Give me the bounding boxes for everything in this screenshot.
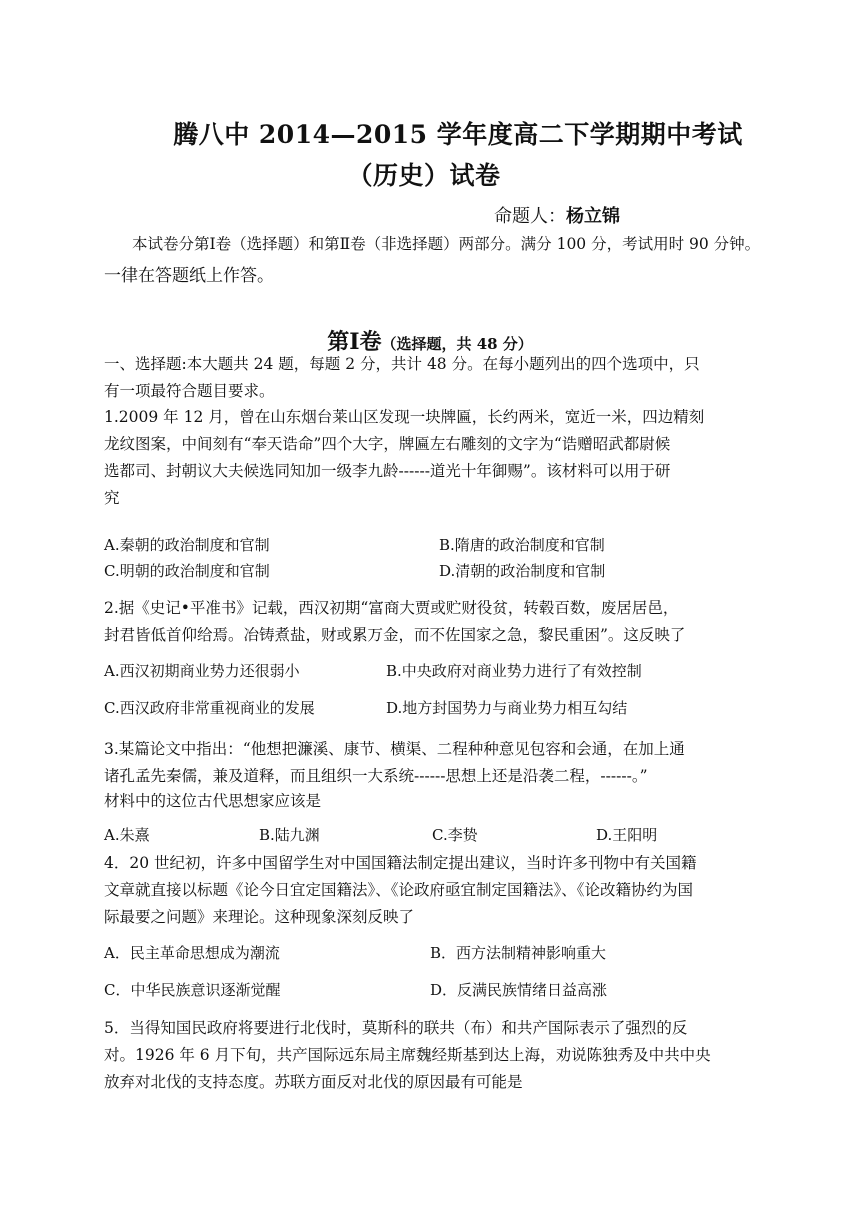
question-5-line-1: 5．当得知国民政府将要进行北伐时，莫斯科的联共（布）和共产国际表示了强烈的反 — [104, 1019, 688, 1037]
question-2-line-1: 2.据《史记•平准书》记载，西汉初期“富商大贾或贮财役贫，转毂百数，废居居邑， — [104, 599, 679, 617]
question-1-line-4: 究 — [104, 489, 120, 507]
question-2-option-c: C.西汉政府非常重视商业的发展 — [104, 699, 315, 717]
question-2-option-b: B.中央政府对商业势力进行了有效控制 — [386, 662, 642, 680]
question-1-line-2: 龙纹图案，中间刻有“奉天诰命”四个大字，牌匾左右雕刻的文字为“诰赠昭武都尉候 — [104, 435, 671, 453]
question-1-option-a: A.秦朝的政治制度和官制 — [104, 536, 270, 554]
question-5-line-3: 放弃对北伐的支持态度。苏联方面反对北伐的原因最有可能是 — [104, 1073, 523, 1091]
exam-intro — [104, 228, 764, 292]
question-4-option-a: A．民主革命思想成为潮流 — [104, 944, 280, 962]
question-3-line-3: 材料中的这位古代思想家应该是 — [104, 792, 322, 810]
exam-subtitle: （历史）试卷 — [347, 161, 501, 190]
question-4-line-2: 文章就直接以标题《论今日宜定国籍法》、《论政府亟宜制定国籍法》、《论改籍协约为国 — [104, 881, 694, 899]
question-2-option-a: A.西汉初期商业势力还很弱小 — [104, 662, 300, 680]
question-1-line-3: 选都司、封朝议大夫候选同知加一级李九龄------道光十年御赐”。该材料可以用于研 — [104, 462, 671, 480]
intro-text: 本试卷分第Ⅰ卷（选择题）和第Ⅱ卷（非选择题）两部分。满分 100 分，考试用时 90 分钟。 — [132, 235, 761, 253]
question-3-line-2: 诸孔孟先秦儒，兼及道释，而且组织一大系统------思想上还是沿袭二程，------。” — [104, 767, 648, 785]
instructions-line-2: 有一项最符合题目要求。 — [104, 382, 275, 400]
question-4-option-c: C．中华民族意识逐渐觉醒 — [104, 981, 281, 999]
question-4-line-1: 4．20 世纪初，许多中国留学生对中国国籍法制定提出建议，当时许多刊物中有关国籍 — [104, 854, 697, 872]
question-3-option-b: B.陆九渊 — [259, 826, 320, 844]
instructions-line-1: 一、选择题:本大题共 24 题，每题 2 分，共计 48 分。在每小题列出的四个选项中，只 — [104, 355, 700, 373]
question-4-line-3: 际最要之问题》来理论。这种现象深刻反映了 — [104, 908, 415, 926]
question-2-line-2: 封君皆低首仰给焉。冶铸煮盐，财或累万金，而不佐国家之急，黎民重困”。这反映了 — [104, 626, 686, 644]
question-1-option-d: D.清朝的政治制度和官制 — [439, 562, 606, 580]
author-label: 命题人： — [494, 206, 566, 227]
question-5-line-2: 对。1926 年 6 月下旬，共产国际远东局主席魏经斯基到达上海，劝说陈独秀及中共中央 — [104, 1046, 711, 1064]
section-title: 第Ⅰ卷 — [327, 329, 382, 355]
question-2-option-d: D.地方封国势力与商业势力相互勾结 — [386, 699, 628, 717]
question-1-option-b: B.隋唐的政治制度和官制 — [439, 536, 605, 554]
question-3-option-a: A.朱熹 — [104, 826, 150, 844]
question-4-option-b: B．西方法制精神影响重大 — [430, 944, 607, 962]
question-1-option-c: C.明朝的政治制度和官制 — [104, 562, 270, 580]
exam-title: 腾八中 2014—2015 学年度高二下学期期中考试 — [173, 120, 743, 149]
question-3-line-1: 3.某篇论文中指出：“他想把濂溪、康节、横渠、二程种种意见包容和会通，在加上通 — [104, 740, 685, 758]
question-3-option-d: D.王阳明 — [596, 826, 658, 844]
intro-tail: 一律在答题纸上作答。 — [104, 266, 274, 286]
question-4-option-d: D．反满民族情绪日益高涨 — [430, 981, 608, 999]
question-1-line-1: 1.2009 年 12 月，曾在山东烟台莱山区发现一块牌匾，长约两米，宽近一米，四边精刻 — [104, 408, 705, 426]
section-subtitle: （选择题，共 48 分） — [381, 335, 533, 353]
author-line — [494, 202, 620, 228]
author-name: 杨立锦 — [566, 206, 620, 227]
question-3-option-c: C.李贽 — [432, 826, 478, 844]
